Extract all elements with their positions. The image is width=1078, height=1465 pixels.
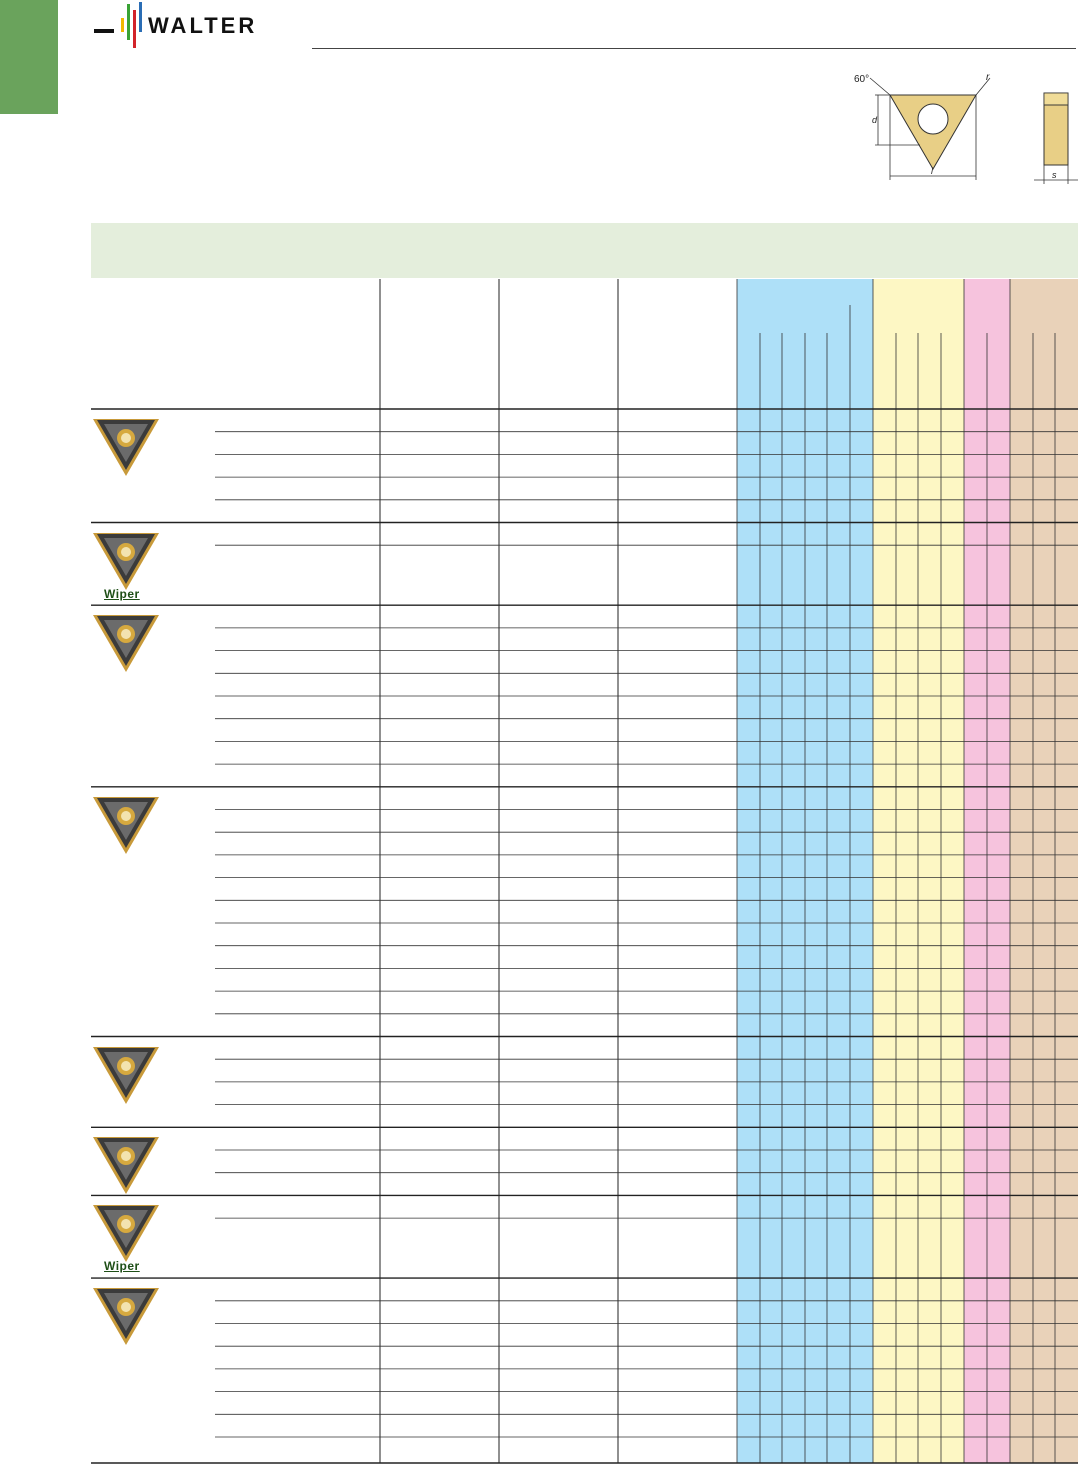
insert-icon [90, 1132, 162, 1201]
angle-label: 60° [854, 74, 870, 85]
insert-icon [90, 792, 162, 861]
wiper-label: Wiper [104, 586, 140, 601]
corner-radius-label: r [986, 72, 990, 83]
insert-icon [90, 610, 162, 679]
insert-icon [90, 1042, 162, 1111]
material-zone-n [1010, 279, 1078, 1463]
insert-icon [90, 1283, 162, 1352]
insert-icon [90, 414, 162, 483]
wiper-label: Wiper [104, 1259, 140, 1274]
length-label: l [931, 166, 933, 176]
thickness-label: s [1052, 170, 1057, 180]
material-zone-m [873, 279, 964, 1463]
diameter-label: d [872, 115, 878, 125]
logo-text: WALTER [148, 13, 258, 38]
